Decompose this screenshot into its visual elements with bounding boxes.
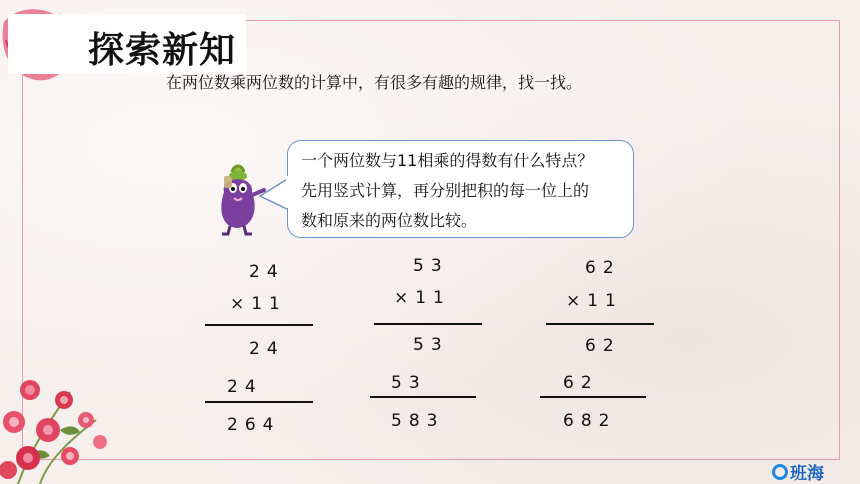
calc2-rule-1: [374, 323, 482, 325]
calc1-rule-1: [205, 324, 313, 326]
calc1-rule-2: [205, 401, 313, 403]
brand-logo: [772, 459, 824, 484]
flower-decoration-bottom: [0, 370, 130, 484]
logo-mark-icon: [772, 464, 788, 480]
calc2-partial-1: 53: [413, 335, 449, 355]
logo-text: 班海: [790, 464, 824, 484]
calc1-result: 264: [227, 415, 281, 435]
calc1-multiplier: ×11: [230, 294, 287, 314]
bubble-line-3: 数和原来的两位数比较。: [301, 211, 478, 230]
bubble-tail-cover: [286, 174, 292, 214]
calc2-rule-2: [370, 396, 476, 398]
bubble-line-2: 先用竖式计算，再分别把积的每一位上的: [301, 181, 590, 200]
calc3-multiplier: ×11: [566, 291, 623, 311]
calc1-partial-2: 24: [227, 377, 263, 397]
calc1-partial-1: 24: [249, 339, 285, 359]
page-title: 探索新知: [88, 30, 237, 71]
calc3-partial-1: 62: [585, 336, 621, 356]
calc2-multiplier: ×11: [394, 288, 451, 308]
calc3-rule-1: [546, 323, 654, 325]
calc2-multiplicand: 53: [413, 256, 449, 276]
eggplant-mascot-icon: [214, 162, 270, 238]
page-subtitle: 在两位数乘两位数的计算中，有很多有趣的规律，找一找。: [166, 73, 583, 92]
calc3-rule-2: [540, 396, 646, 398]
calc3-partial-2: 62: [563, 373, 599, 393]
calc2-partial-2: 53: [391, 373, 427, 393]
calc3-multiplicand: 62: [585, 258, 621, 278]
calc3-result: 682: [563, 411, 617, 431]
calc1-multiplicand: 24: [249, 262, 285, 282]
calc2-result: 583: [391, 411, 445, 431]
bubble-line-1: 一个两位数与11相乘的得数有什么特点？: [301, 151, 594, 170]
